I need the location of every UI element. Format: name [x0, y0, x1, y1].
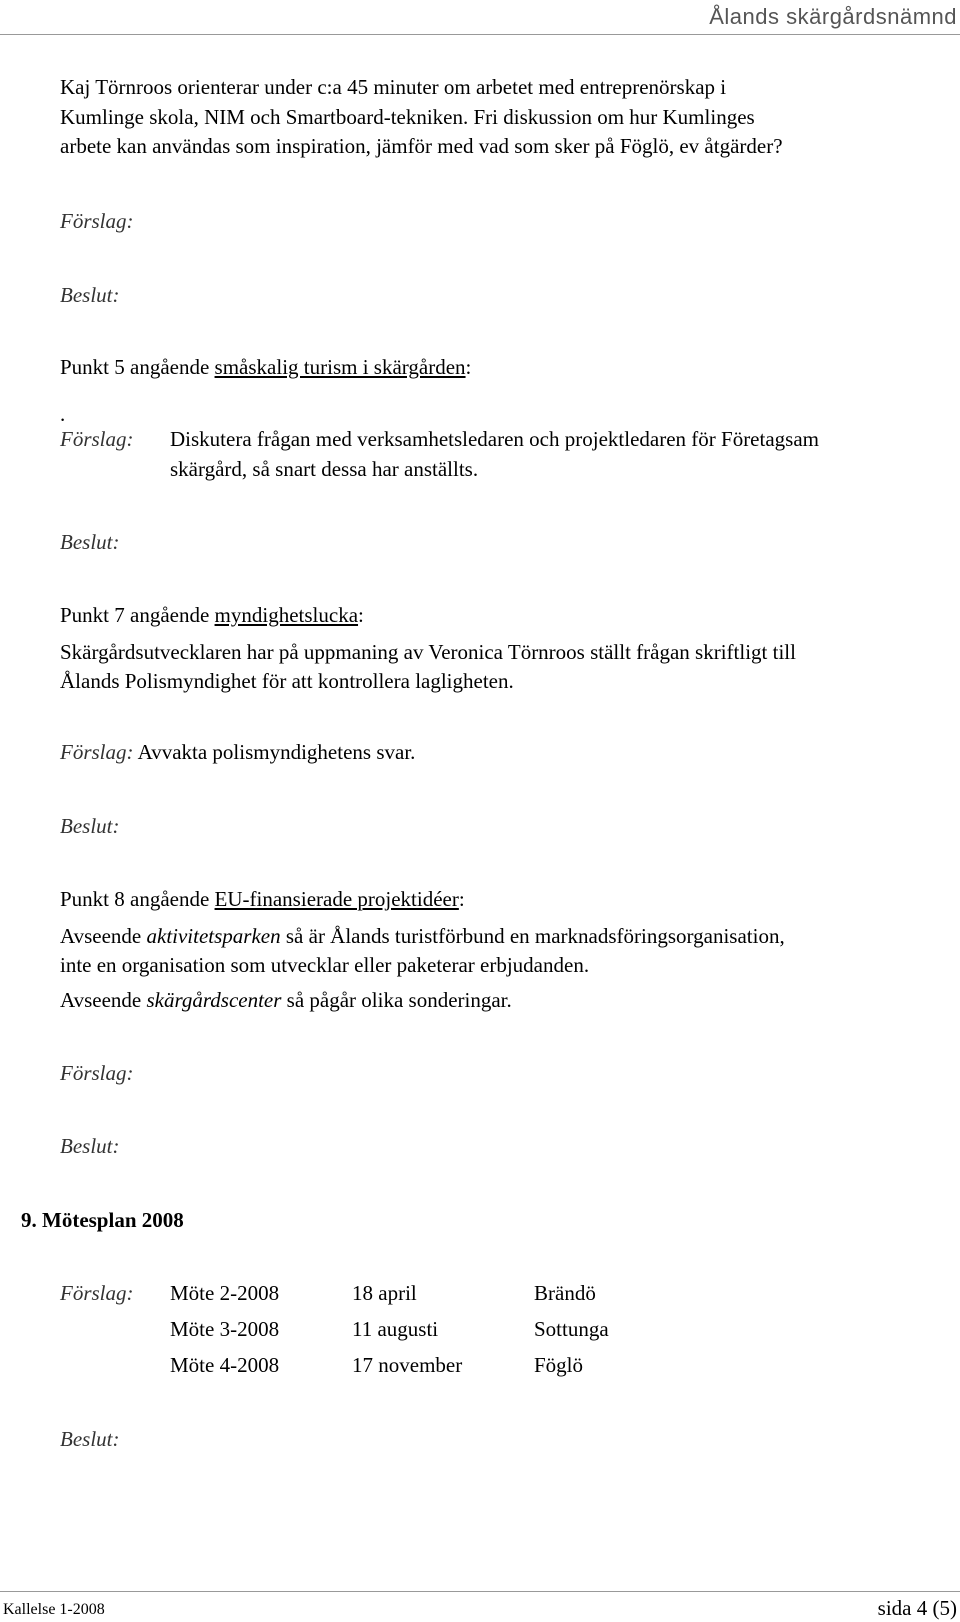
meeting-place: Brändö — [534, 1281, 596, 1305]
punkt-7-suffix: : — [358, 603, 364, 627]
punkt-8-prefix: Punkt 8 angående — [60, 887, 215, 911]
beslut-label: Beslut: — [60, 814, 120, 838]
punkt-5-forslag-line-1: Diskutera frågan med verksamhetsledaren och projektledaren för Företagsam — [170, 427, 819, 451]
punkt-7-prefix: Punkt 7 angående — [60, 603, 215, 627]
stray-dot: . — [60, 402, 66, 426]
meeting-name: Möte 4-2008 — [170, 1353, 280, 1377]
punkt-7-topic: myndighetslucka — [214, 603, 359, 627]
meeting-date: 17 november — [352, 1353, 463, 1377]
punkt-5-heading — [60, 352, 471, 382]
punkt-8-line-2: inte en organisation som utvecklar eller paketerar erbjudanden. — [60, 953, 590, 977]
punkt-8-topic: EU-finansierade projektidéer — [214, 887, 459, 911]
meeting-place: Föglö — [534, 1353, 584, 1377]
header-divider — [0, 34, 960, 35]
punkt-5-prefix: Punkt 5 angående — [60, 355, 215, 379]
document-reference: Kallelse 1-2008 — [3, 1601, 105, 1618]
punkt-7-heading — [60, 600, 364, 630]
beslut-label: Beslut: — [60, 1427, 120, 1451]
forslag-label: Förslag: — [60, 1061, 134, 1085]
punkt-8-suffix: : — [458, 887, 465, 911]
organization-title: Ålands skärgårdsnämnd — [709, 4, 957, 29]
forslag-label: Förslag: — [60, 209, 134, 233]
meeting-name: Möte 3-2008 — [170, 1317, 280, 1341]
forslag-label: Förslag: — [60, 1281, 134, 1305]
meeting-place: Sottunga — [534, 1317, 609, 1341]
meeting-date: 11 augusti — [352, 1317, 439, 1341]
punkt-8-line-3-a: Avseende — [60, 988, 147, 1012]
intro-line-3: arbete kan användas som inspiration, jämför med vad som sker på Föglö, ev åtgärder? — [60, 134, 783, 158]
punkt-8-line-1-c: så är Ålands turistförbund en marknadsföringsorganisation, — [280, 924, 785, 948]
forslag-label: Förslag: — [60, 740, 134, 764]
intro-line-1: Kaj Törnroos orienterar under c:a 45 minuter om arbetet med entreprenörskap i — [60, 75, 727, 99]
punkt-5-suffix: : — [465, 355, 472, 379]
punkt-8-line-3-c: så pågår olika sonderingar. — [281, 988, 512, 1012]
meeting-name: Möte 2-2008 — [170, 1281, 280, 1305]
punkt-7-line-1: Skärgårdsutvecklaren har på uppmaning av Veronica Törnroos ställt frågan skriftligt till — [60, 640, 796, 664]
aktivitetsparken-term: aktivitetsparken — [146, 924, 281, 948]
skargardscenter-term: skärgårdscenter — [146, 988, 282, 1012]
beslut-label: Beslut: — [60, 1134, 120, 1158]
punkt-5-topic: småskalig turism i skärgården — [214, 355, 466, 379]
meeting-date: 18 april — [352, 1281, 417, 1305]
footer-divider — [0, 1591, 960, 1592]
beslut-label: Beslut: — [60, 530, 120, 554]
punkt-8-line-1 — [60, 921, 785, 951]
punkt-5-forslag-line-2: skärgård, så snart dessa har anställts. — [170, 457, 479, 481]
punkt-8-line-1-a: Avseende — [60, 924, 147, 948]
page-number: sida 4 (5) — [877, 1596, 957, 1620]
forslag-label: Förslag: — [60, 427, 134, 451]
punkt-7-forslag-text: Avvakta polismyndighetens svar. — [133, 740, 416, 764]
punkt-8-heading — [60, 884, 465, 914]
punkt-7-line-2: Ålands Polismyndighet för att kontrollera lagligheten. — [60, 669, 514, 693]
punkt-8-line-3 — [60, 985, 512, 1015]
beslut-label: Beslut: — [60, 283, 120, 307]
punkt-7-forslag — [60, 737, 415, 767]
intro-line-2: Kumlinge skola, NIM och Smartboard-tekniken. Fri diskussion om hur Kumlinges — [60, 105, 755, 129]
section-9-heading: 9. Mötesplan 2008 — [21, 1208, 184, 1232]
